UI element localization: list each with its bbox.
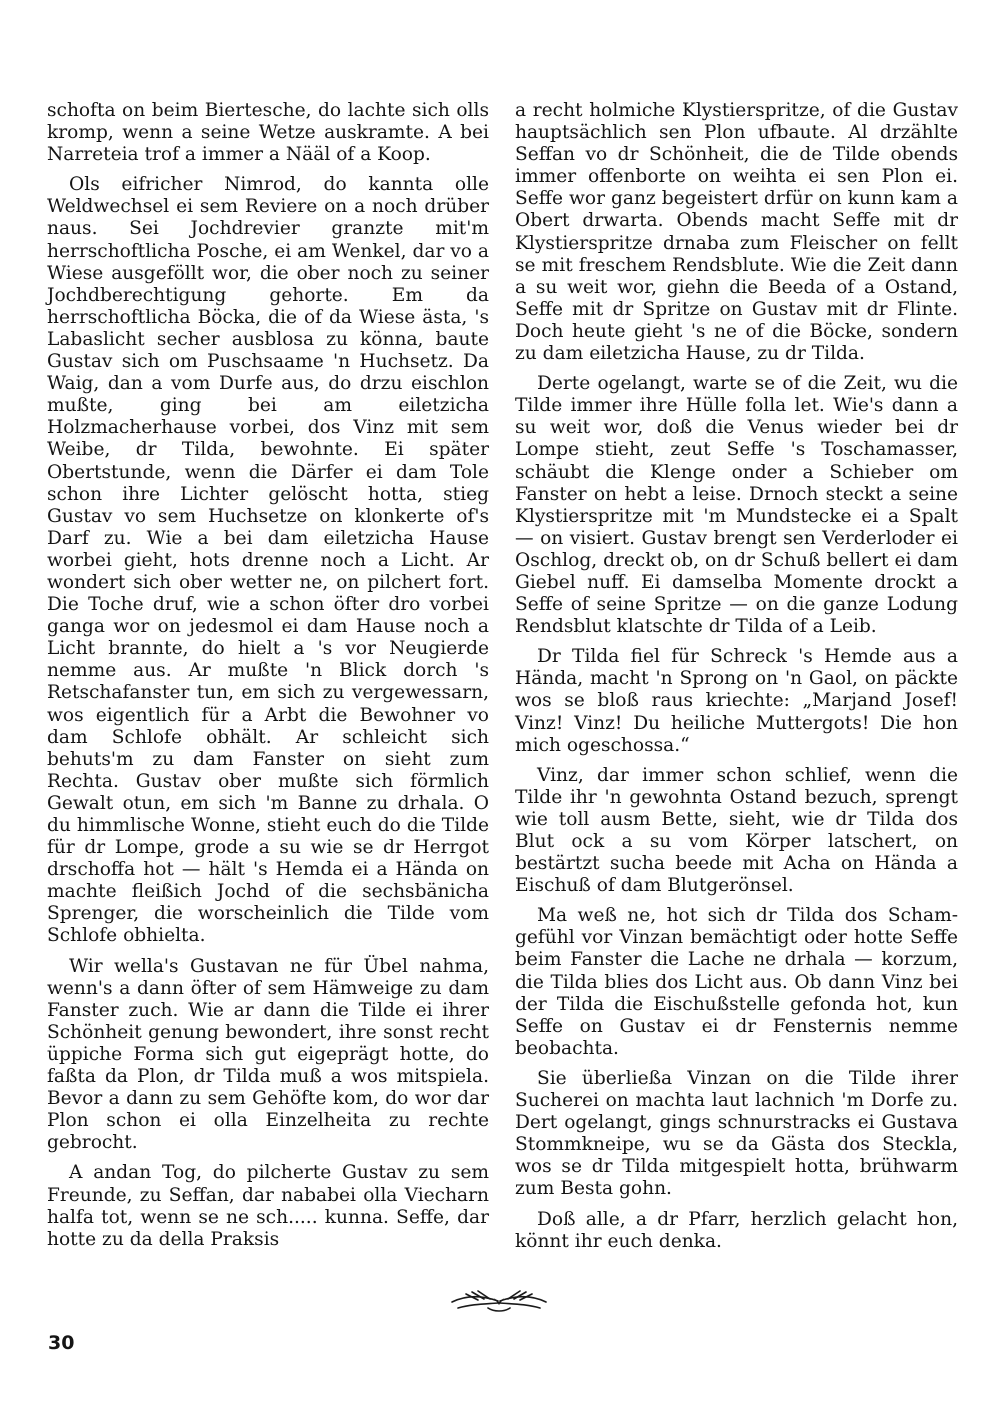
paragraph: a recht holmiche Klystierspritze, of die Gustav hauptsächlich sen Plon ufbaute. Al drzählte Seffan vo dr Schönheit, die de Tilde obends immer offenborte on weihta ei sen Plon ei. Seffe wor ganz begeistert drfür on kunn kam a Obert drwarta. Obends macht Seffe mit dr Klystierspritze drnaba zum Fleischer on fellt se mit freschem Rendsblute. Wie die Zeit dann a su weit wor, giehn die Beeda of a Ostand, Seffe mit dr Spritze on Gustav mit dr Flinte. Doch heute gieht 's ne of die Böcke, sondern zu dam eiletzicha Hause, zu dr Tilda. — [515, 100, 958, 365]
paragraph: Ols eifricher Nimrod, do kannta olle Weldwechsel ei sem Reviere on a noch drüber naus. Sei Jochdrevier granzte mit'm herrschoftlicha Posche, ei am Wenkel, dar vo a Wiese ausgeföllt wor, die ober noch zu seiner Jochdberechtigung gehorte. Em da herrschoftlicha Böcka, die of da Wiese ästa, 's Labaslicht secher ausblosa zu könna, baute Gustav sich om Puschsaame 'n Huchsetz. Da Waig, dan a vom Durfe aus, do drzu eischlon mußte, ging bei am eiletzicha Holzmacherhause vorbei, dos Vinz mit sem Weibe, dr Tilda, bewohnte. Ei später Obertstunde, wenn die Därfer ei dam Tole schon ihre Lichter gelöscht hotta, stieg Gustav vo sem Huchsetze on klonkerte of's Darf zu. Wie a bei dam eiletzicha Hause worbei gieht, hots drenne noch a Licht. Ar wondert sich ober wetter ne, on pilchert fort. Die Toche druf, wie a schon öfter dro vorbei ganga wor on jedesmol ei dam Hause noch a Licht brannte, do hielt a 's vor Neugierde nemme aus. Ar mußte 'n Blick dorch 's Retschafanster tun, em sich zu vergewessarn, wos eigentlich für a Arbt die Bewohner vo dam Schlofe obhält. Ar schleicht sich behuts'm zu dam Fanster on sieht zum Rechta. Gustav ober mußte sich förmlich Gewalt otun, em sich 'm Banne zu drhala. O du himmlische Wonne, stieht euch do die Tilde für dr Lompe, grode a su wie se dr Herrgot drschoffa hot — hält 's Hemda ei a Hända on machte fleißich Jochd of die sechsbänicha Sprenger, die worscheinlich die Tilde vom Schlofe obhielta. — [47, 174, 489, 947]
left-text-column — [47, 100, 489, 1251]
right-text-column — [515, 100, 958, 1253]
paragraph: Vinz, dar immer schon schlief, wenn die Tilde ihr 'n gewohnta Ostand bezuch, sprengt wie toll ausm Bette, sieht, wie dr Tilda dos Blut ock a su vom Körper latschert, on bestärtzt sucha beede mit Acha on Hända a Eischuß of dam Blutgerönsel. — [515, 764, 958, 897]
paragraph: Derte ogelangt, warte se of die Zeit, wu die Tilde immer ihre Hülle folla let. Wie's dann a su weit wor, doß die Venus wieder bei dr Lompe stieht, zeut Seffe 's Toschamasser, schäubt die Klenge onder a Schieber om Fanster on hebt a leise. Drnoch steckt a seine Klystierspritze mit 'm Mundstecke ei a Spalt — on visiert. Gustav brengt sen Verderloder ei Oschlog, dreckt ob, on dr Schuß bellert ei dam Giebel nuff. Ei damselba Momente drockt a Seffe of seine Spritze — on die ganze Lodung Rendsblut klatschte dr Tilda of a Leib. — [515, 373, 958, 638]
page-number: 30 — [48, 1332, 75, 1354]
paragraph: A andan Tog, do pilcherte Gustav zu sem Freunde, zu Seffan, dar nababei olla Viecharn halfa tot, wenn se ne sch..... kunna. Seffe, dar hotte zu da della Praksis — [47, 1162, 489, 1250]
paragraph: Ma weß ne, hot sich dr Tilda dos Schamgefühl vor Vinzan bemächtigt oder hotte Seffe beim Fanster die Lache ne drhala — korzum, die Tilda blies dos Licht aus. Ob dann Vinz bei der Tilda die Eischußstelle gefonda hot, kun Seffe on Gustav ei dr Fensternis nemme beobachta. — [515, 905, 958, 1059]
double-quill-flourish-icon — [448, 1280, 550, 1320]
paragraph: Dr Tilda fiel für Schreck 's Hemde aus a Hända, macht 'n Sprong on 'n Gaol, on päckte wos se bloß raus kriechte: „Marjand Josef! Vinz! Vinz! Du heiliche Muttergots! Die hon mich ogeschossa.“ — [515, 646, 958, 756]
paragraph: Wir wella's Gustavan ne für Übel nahma, wenn's a dann öfter of sem Hämweige zu dam Fanster zuch. Wie ar dann die Tilde ei ihrer Schönheit genung bewondert, ihre sonst recht üppiche Forma sich gut eigeprägt hotte, do faßta da Plon, dr Tilda muß a wos mitspiela. Bevor a dann zu sem Gehöfte kom, do wor dar Plon schon ei olla Einzelheita zu rechte gebrocht. — [47, 955, 489, 1154]
paragraph: schofta on beim Biertesche, do lachte sich olls kromp, wenn a seine Wetze auskramte. A bei Narreteia trof a immer a Nääl of a Koop. — [47, 100, 489, 166]
paragraph: Doß alle, a dr Pfarr, herzlich gelacht hon, könnt ihr euch denka. — [515, 1208, 958, 1252]
paragraph: Sie überließa Vinzan on die Tilde ihrer Sucherei on machta laut lachnich 'm Dorfe zu. Dert ogelangt, gings schnurstracks ei Gustava Stommkneipe, wu se da Gästa dos Steckla, wos se dr Tilda mitgespielt hotta, brühwarm zum Besta gohn. — [515, 1067, 958, 1200]
